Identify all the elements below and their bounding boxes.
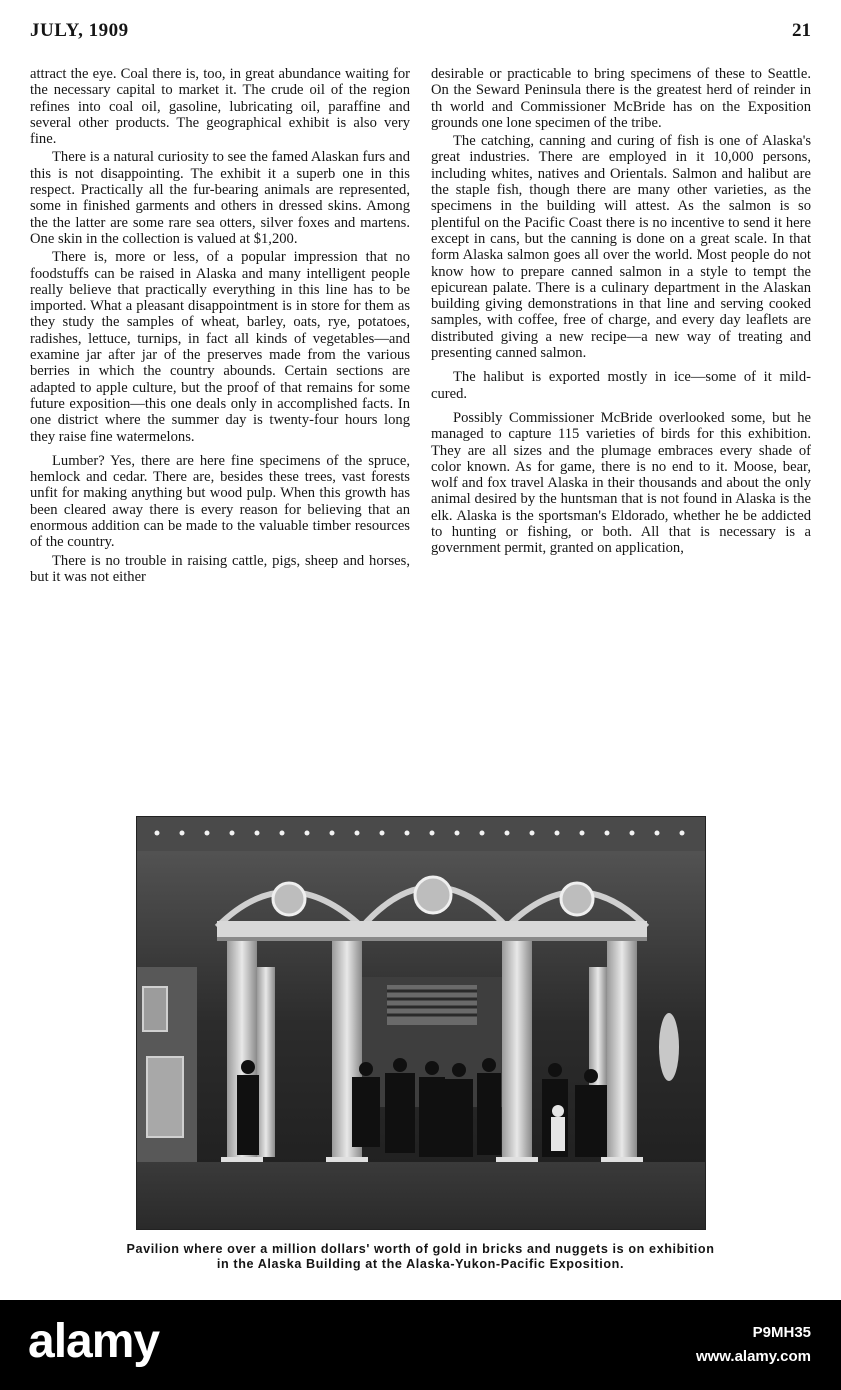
pavilion-photograph: [136, 816, 706, 1230]
paragraph: The halibut is exported mostly in ice—some of it mild-cured.: [431, 369, 811, 402]
paragraph: There is, more or less, of a popular impression that no foodstuffs can be raised in Alaska and many intelligent people really believe that practically everything in this line has to be imported. What a pleasant disappointment is in store for them as they study the samples of wheat, barley, oats, rye, potatoes, radishes, lettuce, turnips, in fact all kinds of vegetables—and examine jar after jar of the preserves made from the various berries in which the country abounds. Certain sections are adapted to apple culture, but the proof of that remains for some future exposition—this one deals only in accomplished facts. In one district where the summer day is twenty-four hours long they raise fine watermelons.: [30, 249, 410, 445]
caption-line: in the Alaska Building at the Alaska-Yukon-Pacific Exposition.: [216, 1256, 625, 1271]
alamy-logo: alamy: [28, 1315, 160, 1368]
paragraph: Lumber? Yes, there are here fine specimens of the spruce, hemlock and cedar. There are, besides these trees, vast forests unfit for making anything but wood pulp. When this growth has been cleared away there is every reason for believing that an enormous addition can be made to the valuable timber resources of the country.: [30, 452, 410, 551]
image-id: P9MH35: [752, 1324, 811, 1341]
caption-line: Pavilion where over a million dollars' worth of gold in bricks and nuggets is on exhibition: [126, 1242, 715, 1256]
right-column: [431, 66, 811, 559]
watermark-banner: [0, 1300, 841, 1390]
page-header: [30, 20, 811, 44]
paragraph: Possibly Commissioner McBride overlooked some, but he managed to capture 115 varieties of birds for this exhibition. They are all sizes and the plumage embraces every shade of color known. As for game, there is no end to it. Moose, bear, wolf and fox travel Alaska in their thousands and about the only animal desired by the huntsman that is not found in Alaska is the elk. Alaska is the sportsman's Eldorado, whether he be addicted to hunting or fishing, or both. All that is necessary is a government permit, granted on application,: [431, 409, 811, 557]
watermark-url: www.alamy.com: [695, 1348, 811, 1365]
paragraph: attract the eye. Coal there is, too, in great abundance waiting for the necessary capital to market it. The crude oil of the region refines into coal oil, gasoline, lubricating oil, paraffine and several other products. The geographical exhibit is also very fine.: [30, 66, 410, 148]
photo-caption: [30, 1242, 811, 1271]
paragraph: There is no trouble in raising cattle, pigs, sheep and horses, but it was not either: [30, 552, 410, 585]
paragraph: desirable or practicable to bring specimens of these to Seattle. On the Seward Peninsula there is the greatest herd of reinder in th world and Commissioner McBride has on the Exposition grounds one lone specimen of the tribe.: [431, 66, 811, 131]
page-number: 21: [792, 20, 811, 41]
paragraph: The catching, canning and curing of fish is one of Alaska's great industries. There are employed in it 10,000 persons, including whites, natives and Orientals. Salmon and halibut are the staple fish, though there are many other varieties, as the specimens in the building will attest. As the salmon is so plentiful on the Pacific Coast there is no incentive to send it here except in cans, but the canning is done on a great scale. In that form Alaska salmon goes all over the world. Most people do not know how to prepare canned salmon in a style to tempt the epicurean palate. There is a culinary department in the Alaskan building giving demonstrations in that line and serving cooked samples, with coffee, free of charge, and every day leaflets are distributed giving a new recipe—a new way of treating and presenting canned salmon.: [431, 133, 811, 362]
issue-date: JULY, 1909: [30, 20, 129, 41]
paragraph: There is a natural curiosity to see the famed Alaskan furs and this is not disappointing. The exhibit it a superb one in this respect. Practically all the fur-bearing animals are represented, some in finished garments and others in dressed skins. Among the the latter are some rare sea otters, silver foxes and martens. One skin in the collection is valued at $1,200.: [30, 149, 410, 247]
left-column: [30, 66, 410, 587]
